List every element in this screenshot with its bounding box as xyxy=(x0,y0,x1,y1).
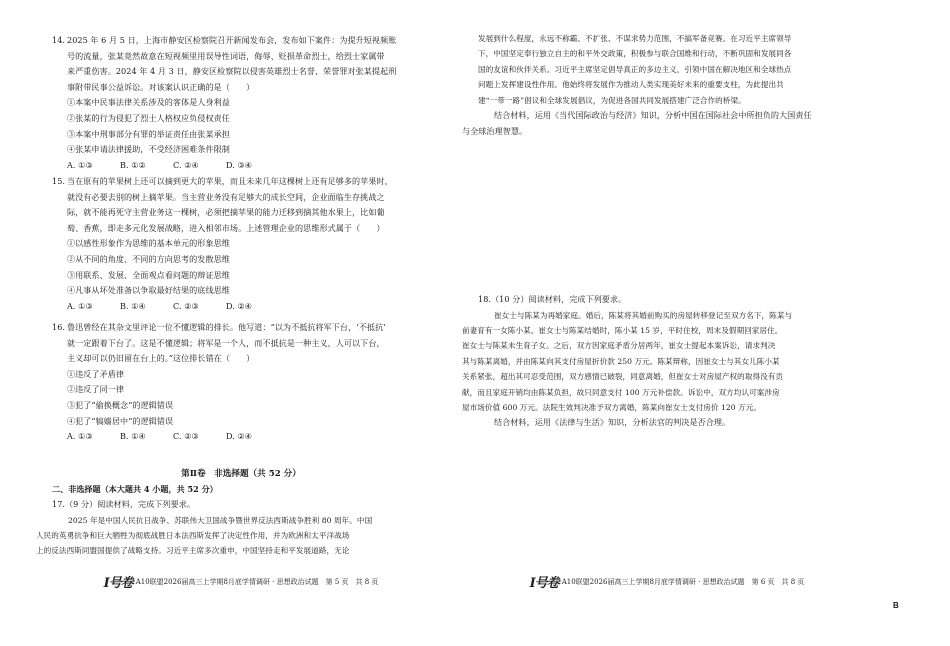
q18-line: 前妻育有一女陈小某。崔女士与陈某结婚时，陈小某 15 岁，平时住校，周末及假期回家居住。 xyxy=(462,326,783,335)
q15-stem-line: 萄、香蕉，即走多元化发展战略，进入相邻市场。上述管理企业的思维形式属于（ ） xyxy=(67,222,385,233)
q15-options xyxy=(52,299,430,315)
q17-cont-line: 发展到什么程度，永远不称霸、不扩张、不谋求势力范围，不搞军备竞赛。在习近平主席领导 xyxy=(478,34,792,43)
q15-stem xyxy=(52,174,430,236)
question-14 xyxy=(52,33,430,173)
q16-stem-line: 主义却可以仍旧留在台上的。”这位排长错在（ ） xyxy=(67,353,255,364)
option-c[interactable]: C. ②④ xyxy=(173,159,199,170)
q14-stem-line: 号的流量，张某竟然故意在短视频里用误导性词语，侮辱、贬损革命烈士，给烈士家属带 xyxy=(67,50,385,61)
option-d[interactable]: D. ③④ xyxy=(226,159,253,170)
section-title: 第Ⅱ卷 非选择题（共 52 分） xyxy=(181,469,301,479)
question-15 xyxy=(52,174,430,314)
brand-logo: I号卷 xyxy=(103,576,133,591)
q17-task-line: 结合材料，运用《当代国际政治与经济》知识，分析中国在国际社会中所担负的大国责任 xyxy=(494,110,812,121)
q16-item: ②违反了同一律 xyxy=(67,384,125,395)
q15-stem-line: 际，就不能再死守主营业务这一棵树，必须把摘苹果的能力迁移到摘其他水果上，比如葡 xyxy=(67,207,385,218)
q17-task-line: 与全球治理智慧。 xyxy=(462,125,528,136)
question-18 xyxy=(462,292,856,431)
q16-options xyxy=(52,429,430,445)
question-16 xyxy=(52,320,430,445)
page-footer-left xyxy=(52,572,430,591)
q16-stem-line: 就一定跟着下台了。这是不懂逻辑；将军是一个人，而不抵抗是一种主义，人可以下台， xyxy=(67,337,385,348)
option-d[interactable]: D. ②④ xyxy=(226,300,253,311)
q14-item: ④张某申请法律援助，不受经济困难条件限制 xyxy=(67,144,230,155)
q17-task xyxy=(462,108,856,139)
q18-line: 崔女士与陈某为再婚家庭。婚后，陈某将其婚前购买的房屋转移登记至双方名下，陈某与 xyxy=(494,310,793,320)
q17-line: 2025 年是中国人民抗日战争、苏联伟大卫国战争暨世界反法西斯战争胜利 80 周年。中国 xyxy=(68,515,373,525)
q17-material xyxy=(36,513,430,559)
q14-stem xyxy=(52,33,430,95)
q14-item: ①本案中民事法律关系涉及的客体是人身利益 xyxy=(67,97,230,108)
brand-logo: I号卷 xyxy=(529,576,559,591)
q17-line: 上的反法西斯同盟国提供了战略支持。习近平主席多次重申，中国坚持走和平发展道路，无论 xyxy=(36,546,350,556)
q15-stem-line: 就没有必要去别的树上摘苹果。当主营业务没有足够大的成长空间，企业面临生存挑战之 xyxy=(67,191,385,202)
option-a[interactable]: A. ①③ xyxy=(67,159,93,170)
option-b[interactable]: B. ①② xyxy=(120,159,146,170)
q16-number: 16. xyxy=(52,322,66,332)
option-b[interactable]: B. ①④ xyxy=(120,300,146,311)
q18-task: 结合材料，运用《法律与生活》知识，分析法官的判决是否合理。 xyxy=(494,417,731,428)
option-d[interactable]: D. ②④ xyxy=(226,431,253,442)
option-c[interactable]: C. ②③ xyxy=(173,431,199,442)
q18-line: 崔女士与陈某未生育子女。之后，双方因家庭矛盾分居两年，崔女士提起本案诉讼，请求判决 xyxy=(462,341,776,351)
q14-stem-line: 2025 年 6 月 5 日，上海市静安区检察院召开新闻发布会，发布如下案件：为提升短视频账 xyxy=(67,35,397,45)
q16-item: ④犯了“犒嫱居中”的逻辑错误 xyxy=(67,415,174,426)
q18-line: 献，而且家庭开销均由陈某负担，故只同意支付 100 万元补偿款。诉讼中，双方均认可案涉房 xyxy=(462,387,780,397)
q18-head: 18.（10 分）阅读材料，完成下列要求。 xyxy=(478,294,627,304)
q17-cont-line: 问题上发挥建设性作用。他始终将发展作为推动人类实现美好未来的重要支柱，为此提出共 xyxy=(478,80,784,90)
footer-text: A10联盟2026届高三上学期8月底学情调研 · 思想政治试题 第 5 页 共 8 页 xyxy=(135,577,379,586)
section-subtitle: 二、非选择题（本大题共 4 小题，共 52 分） xyxy=(52,484,218,494)
q16-stem-line: 鲁迅曾经在其杂文里评论一位不懂逻辑的排长。他写道：“以为不抵抗将军下台，‘不抵抗’ xyxy=(67,322,386,332)
option-c[interactable]: C. ②③ xyxy=(173,300,199,311)
q17-cont-line: 建“一带一路”倡议和全球发展倡议，为促进各国共同发展搭建广泛合作的桥梁。 xyxy=(478,95,746,105)
q14-item: ③本案中刑事部分有罪的举证责任由张某承担 xyxy=(67,128,230,139)
q14-stem-line: 来严重伤害。2024 年 4 月 3 日，静安区检察院以侵害英雄烈士名誉、荣誉罪对张某提起刑 xyxy=(67,66,397,77)
q17-continued xyxy=(462,31,856,139)
q16-stem xyxy=(52,320,430,367)
page-footer-right xyxy=(478,572,856,591)
q16-item: ①违反了矛盾律 xyxy=(67,368,125,379)
q17-cont-line: 国的友谊和伙伴关系。习近平主席坚定倡导真正的多边主义，引领中国在解决地区和全球热点 xyxy=(478,64,792,74)
paper-version-marker: B xyxy=(893,601,899,610)
q17-line: 人民的英勇抗争和巨大牺牲为彻底战胜日本法西斯发挥了决定性作用，并为欧洲和太平洋战场 xyxy=(36,531,350,540)
q14-item: ②张某的行为侵犯了烈士人格权应负侵权责任 xyxy=(67,112,230,123)
q15-item: ④凡事从坏处准备以争取最好结果的底线思维 xyxy=(67,285,230,296)
q18-line: 关系紧张，超出其可忍受范围，双方感情已破裂，同意离婚，但崔女士对房屋产权的取得没有贡 xyxy=(462,372,784,382)
q18-line: 屋市场价值 600 万元。法院生效判决准予双方离婚，陈某向崔女士支付房价 120 万元。 xyxy=(462,403,762,413)
q14-options xyxy=(52,158,430,174)
right-page xyxy=(462,0,856,646)
footer-text: A10联盟2026届高三上学期8月底学情调研 · 思想政治试题 第 6 页 共 8 页 xyxy=(561,577,805,586)
option-a[interactable]: A. ①③ xyxy=(67,431,93,442)
q18-material xyxy=(462,308,856,416)
q15-item: ①以感性形象作为思维的基本单元的形象思维 xyxy=(67,238,230,249)
q17-head: 17.（9 分）阅读材料，完成下列要求。 xyxy=(52,499,196,509)
option-a[interactable]: A. ①③ xyxy=(67,300,93,311)
section-ii xyxy=(36,467,430,559)
left-page xyxy=(36,0,430,646)
option-b[interactable]: B. ①④ xyxy=(120,431,146,442)
q16-item: ③犯了“偷换概念”的逻辑错误 xyxy=(67,399,174,410)
q14-number: 14. xyxy=(52,35,66,45)
q15-number: 15. xyxy=(52,176,66,186)
q15-item: ②从不同的角度、不同的方向思考的发散思维 xyxy=(67,253,230,264)
q15-item: ③用联系、发展、全面观点看问题的辩证思维 xyxy=(67,269,230,280)
q18-line: 其与陈某离婚，并由陈某向其支付房屋折价款 250 万元。陈某辩称，因崔女士与其女儿陈小某 xyxy=(462,356,780,366)
q17-cont-line: 下，中国坚定奉行独立自主的和平外交政策，积极参与联合国维和行动，不断巩固和发展同各 xyxy=(478,49,792,59)
q15-stem-line: 当在原有的苹果树上还可以摘到更大的苹果，而且未来几年这棵树上还有足够多的苹果时， xyxy=(67,176,393,186)
q14-stem-line: 事附带民事公益诉讼。对该案认识正确的是（ ） xyxy=(67,81,255,92)
